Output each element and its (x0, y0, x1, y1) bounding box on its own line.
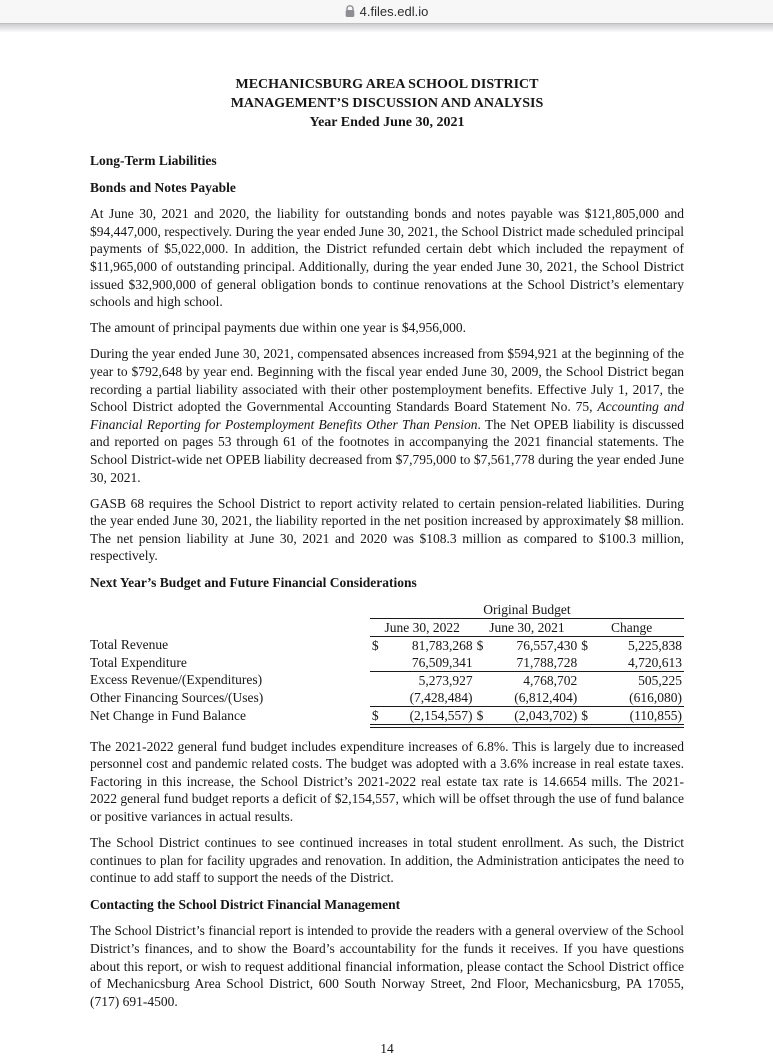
document-page (0, 32, 773, 1058)
paragraph-contact: The School District’s financial report is intended to provide the readers with a general overview of the School District’s finances, and to show the Board’s accountability for the funds it receives. If you have questions about this report, or wish to request additional financial information, please contact the School District office of Mechanicsburg Area School District, 600 South Norway Street, 2nd Floor, Mechanicsburg, PA 17055, (717) 691-4500. (90, 923, 684, 1009)
amount-cell: 5,225,838 (628, 637, 682, 653)
dollar-sign-cell (370, 671, 388, 689)
amount-cell: 76,557,430 (516, 637, 578, 653)
table-cell-empty (90, 618, 370, 636)
dollar-sign-cell (370, 689, 388, 707)
paragraph-opeb-post: . The Net OPEB liability is discussed and reported on pages 53 through 61 of the footnotes in accompanying the 2021 financial statements. The School District-wide net OPEB liability decreased from $7,795,000 to $7,561,778 during the year ended June 30, 2021. (90, 416, 684, 485)
amount-cell: 4,768,702 (523, 672, 578, 688)
amount-cell: (110,855) (597, 706, 684, 726)
amount-cell: (2,043,702) (493, 706, 580, 726)
paragraph-opeb (90, 345, 684, 486)
row-label: Net Change in Fund Balance (90, 708, 246, 724)
dollar-sign-cell (475, 671, 493, 689)
budget-table (90, 601, 684, 728)
dollar-sign-cell (579, 671, 597, 689)
column-header-june-2021: June 30, 2021 (475, 618, 580, 636)
paragraph-opeb-pre: During the year ended June 30, 2021, compensated absences increased from $594,921 at the beginning of the year to $792,648 by year end. Beginning with the fiscal year ended June 30, 2009, the School District began recording a partial liability associated with their other postemployment benefits. Effective July 1, 2017, the School District adopted the Governmental Accounting Standards Board Statement No. 75, (90, 346, 684, 415)
column-header-change: Change (579, 618, 684, 636)
document-title (90, 75, 684, 132)
heading-contacting-financial-management: Contacting the School District Financial Management (90, 896, 401, 912)
title-line-2: MANAGEMENT’S DISCUSSION AND ANALYSIS (230, 96, 544, 111)
dollar-sign-cell (370, 654, 388, 672)
dollar-sign-cell (475, 654, 493, 672)
amount-cell: 505,225 (638, 672, 682, 688)
amount-cell: 71,788,728 (493, 654, 580, 672)
paragraph-enrollment: The School District continues to see continued increases in total student enrollment. As such, the District continues to plan for facility upgrades and renovation. In addition, the Administration anticipates the need to continue to add staff to support the needs of the District. (90, 835, 684, 886)
lock-icon (345, 5, 355, 18)
dollar-sign-cell: $ (581, 637, 588, 653)
amount-cell: 76,509,341 (388, 654, 475, 672)
browser-url-bar[interactable] (0, 0, 773, 24)
table-row-net-change (90, 706, 684, 726)
row-label: Total Revenue (90, 637, 169, 653)
row-label: Excess Revenue/(Expenditures) (90, 672, 263, 688)
amount-cell: (7,428,484) (388, 689, 475, 707)
row-label: Total Expenditure (90, 654, 187, 670)
amount-cell: 5,273,927 (418, 672, 473, 688)
dollar-sign-cell (579, 689, 597, 707)
dollar-sign-cell: $ (476, 637, 484, 653)
amount-cell: (6,812,404) (493, 689, 580, 707)
paragraph-gasb-68: GASB 68 requires the School District to report activity related to certain pension-related liabilities. During the year ended June 30, 2021, the liability reported in the net position increased by approximately $8 million. The net pension liability at June 30, 2021 and 2020 was $108.3 million as compared to $100.3 million, respectively. (90, 495, 684, 564)
url-text: 4.files.edl.io (359, 4, 429, 19)
table-row-total-revenue (90, 636, 684, 654)
title-line-1: MECHANICSBURG AREA SCHOOL DISTRICT (235, 77, 539, 92)
dollar-sign-cell (579, 654, 597, 672)
amount-cell: (2,154,557) (388, 706, 475, 726)
paragraph-budget: The 2021-2022 general fund budget includes expenditure increases of 6.8%. This is largely due to increased personnel cost and pandemic related costs. The budget was adopted with a 3.6% increase in real estate taxes. Factoring in this increase, the School District’s 2021-2022 real estate tax rate is 14.6654 mills. The 2021-2022 general fund budget reports a deficit of $2,154,557, which will be offset through the use of fund balance or positive variances in actual results. (90, 738, 684, 824)
page-number: 14 (380, 1041, 394, 1057)
paragraph-opeb-citation: Accounting and Financial Reporting for Postemployment Benefits Other Than Pension (90, 399, 685, 432)
dollar-sign-cell (475, 689, 493, 707)
table-row-other-financing (90, 689, 684, 707)
title-line-3: Year Ended June 30, 2021 (309, 115, 465, 130)
table-span-header-row (90, 601, 684, 619)
amount-cell: 81,783,268 (411, 637, 473, 653)
column-header-june-2022: June 30, 2022 (370, 618, 475, 636)
dollar-sign-cell: $ (579, 706, 597, 726)
amount-cell: 4,720,613 (597, 654, 684, 672)
heading-next-year-budget: Next Year’s Budget and Future Financial Considerations (90, 574, 417, 590)
table-span-header: Original Budget (370, 601, 684, 619)
paragraph-bonds: At June 30, 2021 and 2020, the liability for outstanding bonds and notes payable was $121,805,000 and $94,447,000, respectively. During the year ended June 30, 2021, the School District made scheduled principal payments of $5,022,000. In addition, the District refunded certain debt which included the repayment of $11,965,000 of outstanding principal. Additionally, during the year ended June 30, 2021, the School District issued $32,900,000 of general obligation bonds to continue renovations at the School District’s elementary schools and high school. (90, 206, 684, 310)
row-label: Other Financing Sources/(Uses) (90, 689, 264, 705)
heading-bonds-notes-payable: Bonds and Notes Payable (90, 179, 236, 195)
dollar-sign-cell: $ (475, 706, 493, 726)
table-row-total-expenditure (90, 654, 684, 672)
table-cell-empty (90, 601, 370, 619)
paragraph-principal-payments: The amount of principal payments due within one year is $4,956,000. (90, 320, 467, 336)
table-row-excess-revenue (90, 671, 684, 689)
dollar-sign-cell: $ (370, 706, 388, 726)
heading-long-term-liabilities: Long-Term Liabilities (90, 153, 217, 168)
dollar-sign-cell: $ (371, 637, 379, 653)
amount-cell: (616,080) (597, 689, 684, 707)
toolbar-shadow (0, 24, 773, 32)
table-column-header-row (90, 618, 684, 636)
